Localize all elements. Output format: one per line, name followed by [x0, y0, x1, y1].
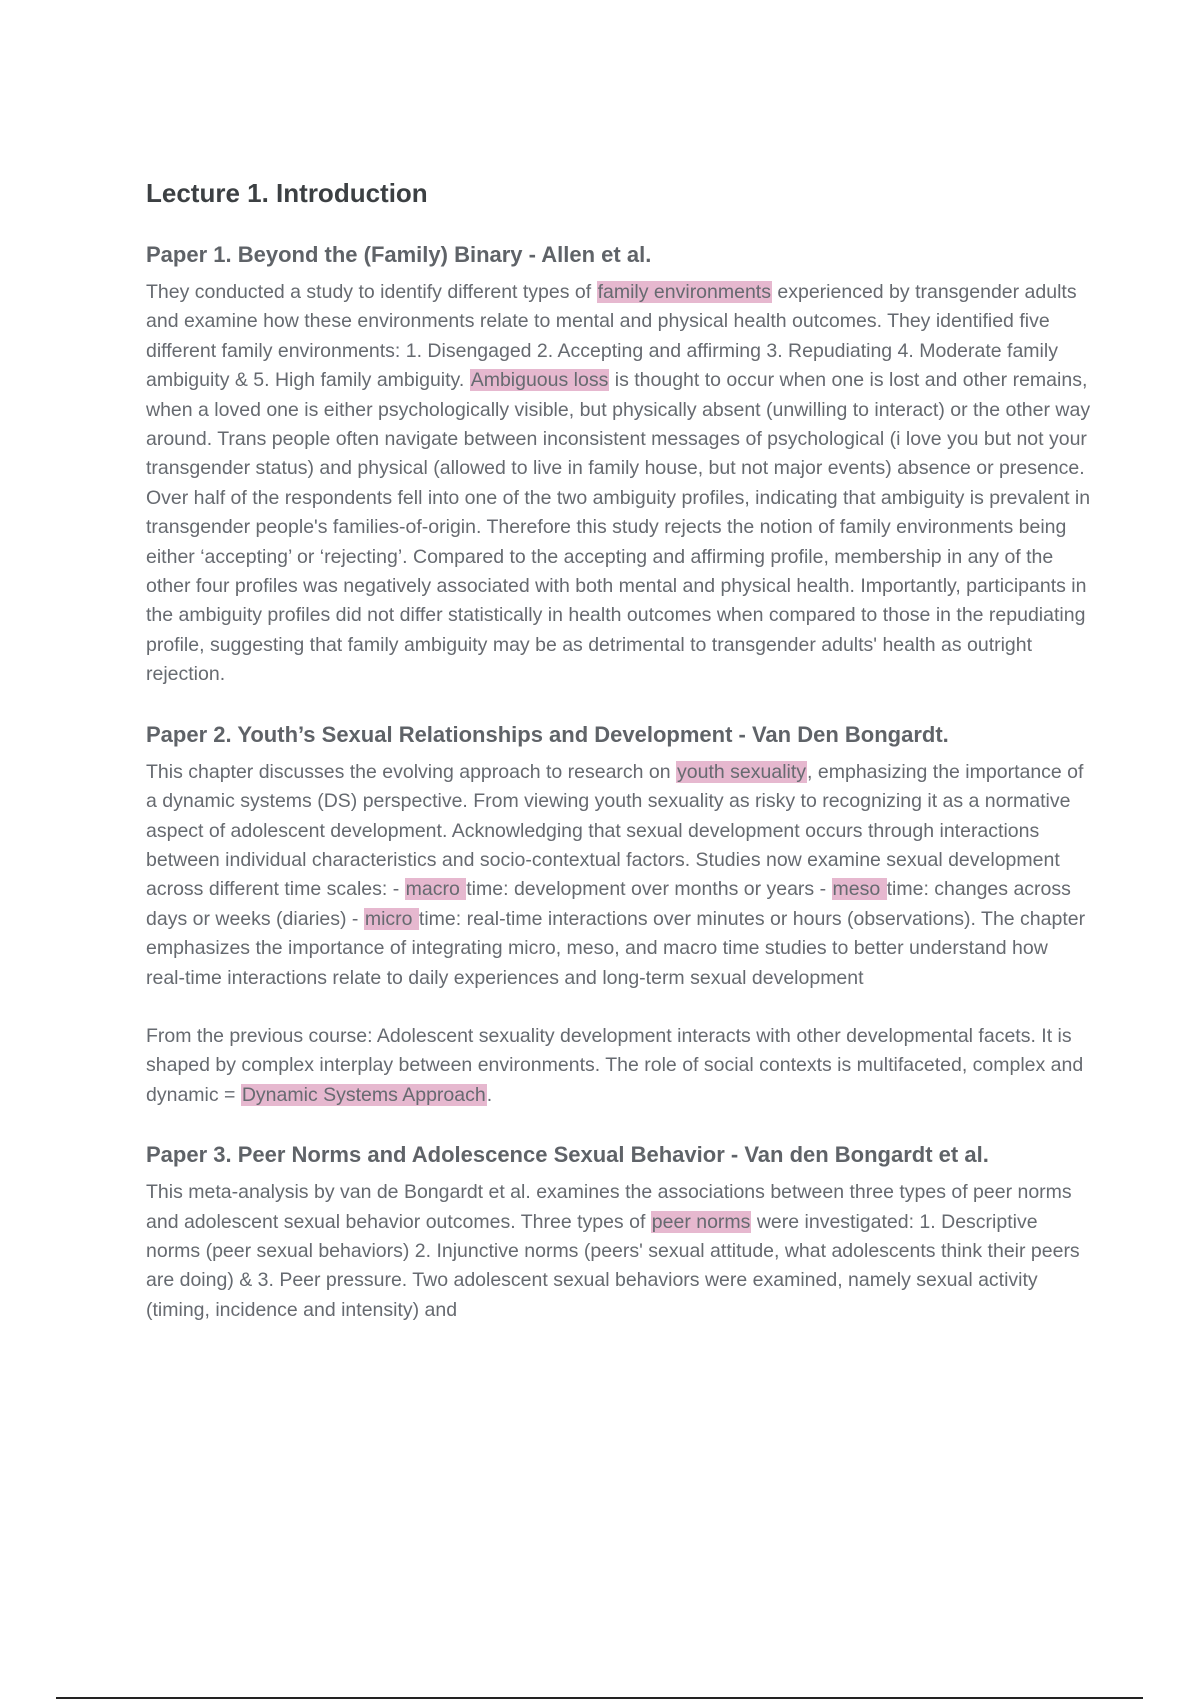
paper-paragraph	[146, 1022, 1091, 1110]
page-bottom-divider	[56, 1697, 1143, 1699]
paper-section	[146, 720, 1091, 1110]
paper-paragraph	[146, 278, 1091, 690]
paragraph-text: time: changes across days or weeks (diaries) -	[146, 878, 1071, 930]
paragraph-text: From the previous course: Adolescent sexuality development interacts with other developmental facets. It is shaped by complex interplay between environments. The role of social contexts is multifaceted, complex and dynamic =	[146, 1024, 1084, 1106]
paper-section	[146, 240, 1091, 690]
highlighted-term: micro	[364, 907, 418, 930]
lecture-title: Lecture 1. Introduction	[146, 178, 428, 208]
paper-title: Paper 3. Peer Norms and Adolescence Sexual Behavior - Van den Bongardt et al.	[146, 1142, 989, 1168]
paragraph-text: is thought to occur when one is lost and other remains, when a loved one is either psychologically visible, but physically absent (unwilling to interact) or the other way around. Trans people often navigate between inconsistent messages of psychological (i love you but not your transgender status) and physical (allowed to live in family house, but not major events) absence or presence. Over half of the respondents fell into one of the two ambiguity profiles, indicating that ambiguity is prevalent in transgender people's families-of-origin. Therefore this study rejects the notion of family environments being either ‘accepting’ or ‘rejecting’. Compared to the accepting and affirming profile, membership in any of the other four profiles was negatively associated with both mental and physical health. Importantly, participants in the ambiguity profiles did not differ statistically in health outcomes when compared to those in the repudiating profile, suggesting that family ambiguity may be as detrimental to transgender adults' health as outright rejection.	[146, 369, 1091, 686]
document-page	[146, 176, 1091, 1325]
paragraph-text: This chapter discusses the evolving approach to research on	[146, 760, 677, 783]
paper-title: Paper 1. Beyond the (Family) Binary - Allen et al.	[146, 242, 652, 267]
highlighted-term: meso	[832, 878, 886, 901]
paragraph-text: .	[486, 1083, 493, 1106]
paper-paragraph	[146, 758, 1091, 993]
paragraph-text: They conducted a study to identify different types of	[146, 281, 597, 303]
paragraph-text: were investigated: 1. Descriptive norms (peer sexual behaviors) 2. Injunctive norms (peers' sexual attitude, what adolescents think their peers are doing) & 3. Peer pressure. Two adolescent sexual behaviors were examined, namely sexual activity (timing, incidence and intensity) and	[146, 1210, 1080, 1321]
paragraph-text: time: development over months or years -	[466, 878, 832, 901]
highlighted-term: macro	[405, 878, 466, 901]
highlighted-term: peer norms	[651, 1210, 751, 1233]
paragraph-text: This meta-analysis by van de Bongardt et al. examines the associations between three types of peer norms and adolescent sexual behavior outcomes. Three types of	[146, 1181, 1072, 1233]
highlighted-term: Ambiguous loss	[470, 369, 609, 392]
paragraph-text: time: real-time interactions over minutes or hours (observations). The chapter emphasizes the importance of integrating micro, meso, and macro time studies to better understand how real-time interactions relate to daily experiences and long-term sexual development	[146, 907, 1086, 989]
highlighted-term: family environments	[597, 281, 771, 303]
paragraph-text: experienced by transgender adults and examine how these environments relate to mental and physical health outcomes. They identified five different family environments: 1. Disengaged 2. Accepting and affirming 3. Repudiating 4. Moderate family ambiguity & 5. High family ambiguity.	[146, 281, 1077, 392]
paper-section	[146, 1140, 1091, 1325]
paragraph-text: , emphasizing the importance of a dynamic systems (DS) perspective. From viewing youth sexuality as risky to recognizing it as a normative aspect of adolescent development. Acknowledging that sexual development occurs through interactions between individual characteristics and socio-contextual factors. Studies now examine sexual development across different time scales: -	[146, 760, 1084, 901]
paper-paragraph	[146, 1178, 1091, 1325]
paper-title: Paper 2. Youth’s Sexual Relationships and Development - Van Den Bongardt.	[146, 721, 949, 747]
highlighted-term: Dynamic Systems Approach	[241, 1083, 486, 1106]
highlighted-term: youth sexuality	[677, 760, 807, 783]
